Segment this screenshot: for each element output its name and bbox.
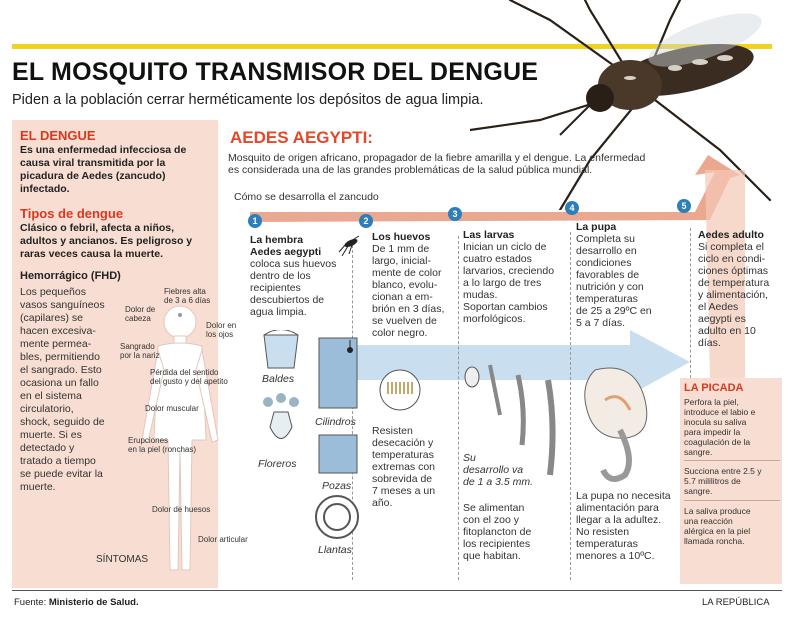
publisher-brand: LA REPÚBLICA [702,597,770,608]
symptom-huesos: Dolor de huesos [152,505,211,514]
footer-rule [12,590,782,591]
pozas-label: Pozas [322,480,352,492]
step-5-text: Aedes adulto Si completa el ciclo en condi- ciones óptimas de temperatura y alimentación, el Aedes aegypti es adulto en 10 días. [698,229,770,349]
small-mosquito-icon [334,232,364,258]
picada-divider [684,460,780,461]
divider [690,228,691,378]
aedes-intro: Mosquito de origen africano, propagador de la fiebre amarilla y el dengue. La enfermedad es considerada una de las grandes problemáticas de la salud pública mundial. [228,152,646,176]
step-3-badge: 3 [448,207,462,221]
source-credit: Fuente: Ministerio de Salud. [14,597,139,608]
symptom-gusto: Pérdida del sentido del gusto y del apetito [150,368,228,386]
step-1-badge: 1 [248,214,262,228]
symptom-muscular: Dolor muscular [145,404,199,413]
divider [458,236,459,580]
step-4-badge: 4 [565,201,579,215]
dengue-heading: EL DENGUE [20,128,96,143]
timeline-label: Cómo se desarrolla el zancudo [234,191,379,203]
picada-text-2: Succiona entre 2.5 y 5.7 mililitros de sangre. [684,466,762,496]
symptom-erupciones: Erupciones en la piel (ronchas) [128,436,197,454]
poza-icon [316,432,360,476]
floreros-label: Floreros [258,458,297,470]
llantas-label: Llantas [318,544,352,556]
cilindro-icon [316,335,360,411]
symptom-articular: Dolor articular [198,535,248,544]
pupa-extra-text: La pupa no necesita alimentación para llegar a la adultez. No resisten temperaturas menores a 10ºC. [576,490,671,562]
hemorragico-heading: Hemorrágico (FHD) [20,270,121,282]
sintomas-label: SÍNTOMAS [96,554,149,565]
baldes-label: Baldes [262,373,295,385]
huevos-extra-text: Resisten desecación y temperaturas extremas con sobrevida de 7 meses a un año. [372,425,436,509]
picada-text-1: Perfora la piel, introduce el labio e inocula su saliva para impedir la coagulación de la sangre. [684,397,756,457]
step-1-text: La hembra Aedes aegypti coloca sus huevos dentro de los recipientes descubiertos de agua limpia. [250,234,337,318]
symptom-fiebre: Fiebres alta de 3 a 6 días [164,287,211,305]
aedes-heading: AEDES AEGYPTI: [230,128,373,147]
step-4-text: La pupa Completa su desarrollo en condiciones favorables de nutrición y con temperaturas de 25 a 29ºC en 5 a 7 días. [576,221,652,329]
larvas-extra-text: Se alimentan con el zoo y fitoplancton de los recipientes que habitan. [463,502,532,562]
step-2-text: Los huevos De 1 mm de largo, inicial- mente de color blanco, evolu- cionan a em- brión en 3 días, se vuelven de color negro. [372,231,445,339]
symptom-cabeza: Dolor de cabeza [125,305,156,323]
step-5-badge: 5 [677,199,691,213]
balde-icon [256,330,306,370]
symptom-nariz: Sangrado por la nariz [120,342,160,360]
page-subtitle: Piden a la población cerrar herméticamente los depósitos de agua limpia. [12,92,484,108]
cilindros-label: Cilindros [315,416,356,428]
picada-heading: LA PICADA [684,382,744,394]
eggs-icon [378,368,422,412]
symptom-ojos: Dolor en los ojos [206,321,237,339]
step-3-text: Las larvas Inician un ciclo de cuatro estados larvarios, creciendo a lo largo de tres mudas. Soportan cambios morfológicos. [463,229,555,325]
pupa-illustration [575,360,675,490]
page-title: EL MOSQUITO TRANSMISOR DEL DENGUE [12,58,539,86]
dengue-description: Es una enfermedad infecciosa de causa viral transmitida por la picadura de Aedes (zancudo) infectado. [20,144,187,195]
llanta-icon [314,494,360,540]
tipos-heading: Tipos de dengue [20,206,124,221]
tipos-description: Clásico o febril, afecta a niños, adultos y ancianos. Es peligroso y raras veces causa la muerte. [20,222,193,260]
picada-text-3: La saliva produce una reacción alérgica en la piel llamada roncha. [684,506,751,546]
picada-divider [684,500,780,501]
hemorragico-description: Los pequeños vasos sanguíneos (capilares) se hacen excesiva- mente permea- bles, permitiendo el sangrado. Esto ocasiona un fallo en el sistema circulatorio, shock, seguido de muerte. Si es detectado y tratado a tiempo se puede evitar la muerte. [20,286,105,493]
larvas-size-text: Su desarrollo va de 1 a 3.5 mm. [463,452,534,488]
florero-icon [256,392,306,452]
step-2-badge: 2 [359,214,373,228]
